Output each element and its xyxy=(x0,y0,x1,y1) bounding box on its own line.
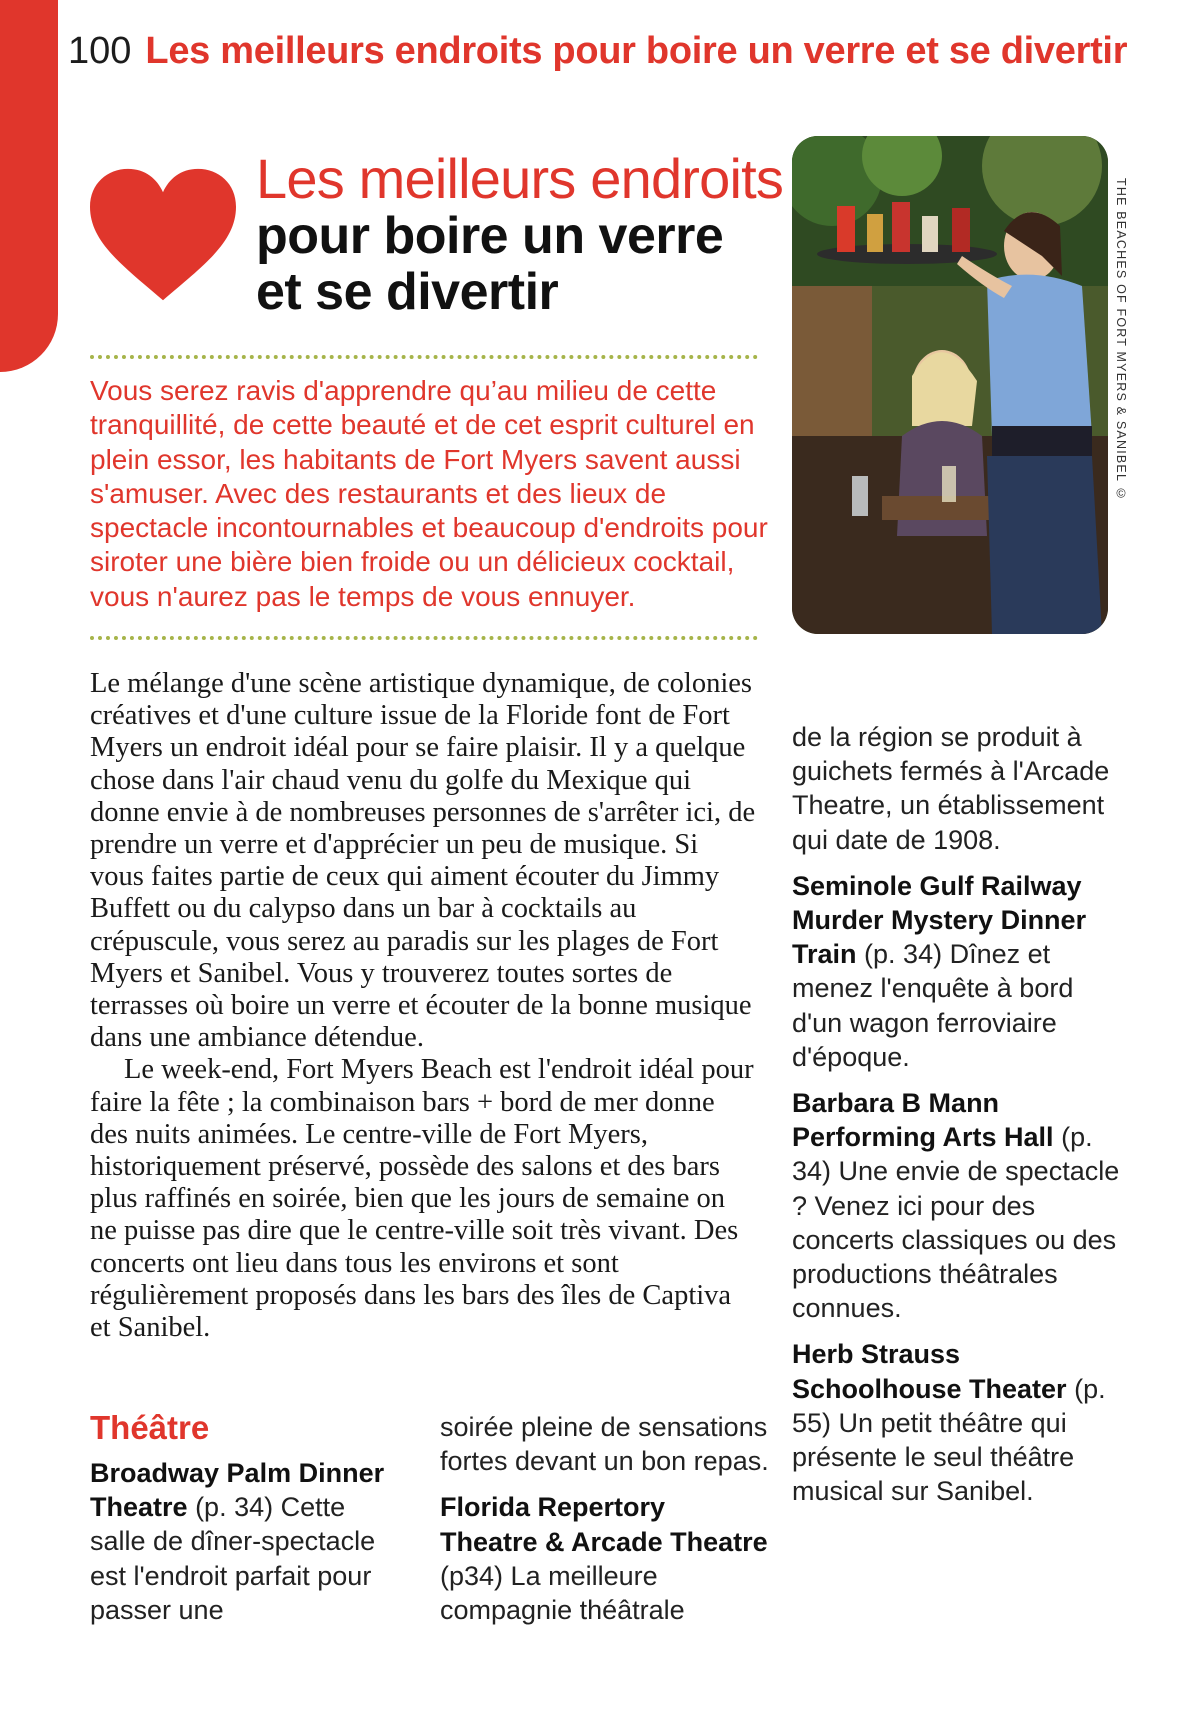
body-paragraph-1: Le mélange d'une scène artistique dynamique, de colonies créatives et d'une culture issue de la Floride font de Fort Myers un endroit idéal pour se faire plaisir. Il y a quelque chose dans l'air chaud venu du golfe du Mexique qui donne envie à de nombreuses personnes de s'arrêter ici, de prendre un verre et d'apprécier un peu de musique. Si vous faites partie de ceux qui aiment écouter du Jimmy Buffett ou du calypso dans un bar à cocktails au crépuscule, vous serez au paradis sur les plages de Fort Myers et Sanibel. Vous y trouverez toutes sortes de terrasses où boire un verre et écouter de la bonne musique dans une ambiance détendue. xyxy=(90,668,756,1054)
theatre-column-3 xyxy=(792,720,1128,1520)
entry-seminole-gulf xyxy=(792,869,1128,1074)
theatre-heading: Théâtre xyxy=(90,1409,210,1446)
page-ref: (p. 34) xyxy=(792,1122,1093,1187)
entry-herb-strauss xyxy=(792,1337,1128,1508)
body-paragraph-2: Le week-end, Fort Myers Beach est l'endroit idéal pour faire la fête ; la combinaison bars + bord de mer donne des nuits animées. Le centre-ville de Fort Myers, historiquement préservé, possède des salons et des bars plus raffinés en soirée, bien que les jours de semaine on ne puisse pas dire que le centre-ville soit très vivant. Des concerts ont lieu dans tous les environs et sont régulièrement proposés dans les bars des îles de Captiva et Sanibel. xyxy=(90,1054,754,1344)
entry-florida-repertory xyxy=(440,1490,770,1627)
entry-name: Herb Strauss Schoolhouse Theater xyxy=(792,1339,1067,1404)
theatre-column-1 xyxy=(90,1408,390,1639)
bar-photo xyxy=(792,136,1108,634)
entry-name: Seminole Gulf Railway Murder Mystery Dinner Train xyxy=(792,870,1087,970)
page-title xyxy=(256,147,784,321)
entry-text: Un petit théâtre qui présente le seul théâtre musical sur Sanibel. xyxy=(792,1407,1075,1507)
page-ref: (p34) xyxy=(440,1560,504,1591)
entry-broadway-palm-cont: soirée pleine de sensations fortes devant un bon repas. xyxy=(440,1412,769,1477)
entry-name: Barbara B Mann Performing Arts Hall xyxy=(792,1088,1054,1153)
entry-florida-repertory-cont: de la région se produit à guichets fermés à l'Arcade Theatre, un établissement qui date de 1908. xyxy=(792,722,1110,855)
dotted-rule-top xyxy=(90,355,758,359)
entry-barbara-b-mann xyxy=(792,1086,1128,1325)
entry-text: La meilleure compagnie théâtrale xyxy=(440,1560,685,1626)
page-ref: (p. 34) xyxy=(195,1492,274,1523)
page-ref: (p. 34) xyxy=(864,939,943,970)
title-line-2: pour boire un verre xyxy=(256,207,724,265)
entry-name: Florida Repertory Theatre & Arcade Theatre xyxy=(440,1492,768,1557)
theatre-column-2 xyxy=(440,1410,770,1639)
entry-broadway-palm xyxy=(90,1456,390,1627)
entry-text: Cette salle de dîner-spectacle est l'endroit parfait pour passer une xyxy=(90,1492,376,1625)
entry-text: Dînez et menez l'enquête à bord d'un wagon ferroviaire d'époque. xyxy=(792,939,1074,1072)
heart-icon xyxy=(90,168,236,304)
entry-text: Une envie de spectacle ? Venez ici pour des concerts classiques ou des productions théâtrales connues. xyxy=(792,1156,1120,1324)
page-number: 100 xyxy=(68,30,132,72)
body-text xyxy=(90,668,756,1344)
title-line-3: et se divertir xyxy=(256,263,559,321)
intro-paragraph: Vous serez ravis d'apprendre qu’au milieu de cette tranquillité, de cette beauté et de cet esprit culturel en plein essor, les habitants de Fort Myers savent aussi s'amuser. Avec des restaurants et des lieux de spectacle incontournables et beaucoup d'endroits pour siroter une bière bien froide ou un délicieux cocktail, vous n'aurez pas le temps de vous ennuyer. xyxy=(90,375,768,612)
running-head xyxy=(68,28,1127,74)
dotted-rule-bottom xyxy=(90,636,758,640)
entry-name: Broadway Palm Dinner Theatre xyxy=(90,1458,385,1523)
running-head-title: Les meilleurs endroits pour boire un verre et se divertir xyxy=(145,30,1128,72)
chapter-tab xyxy=(0,0,58,372)
photo-credit: THE BEACHES OF FORT MYERS & SANIBEL © xyxy=(1114,178,1128,502)
title-line-1: Les meilleurs endroits xyxy=(256,147,784,210)
page-ref: (p. 55) xyxy=(792,1373,1106,1438)
